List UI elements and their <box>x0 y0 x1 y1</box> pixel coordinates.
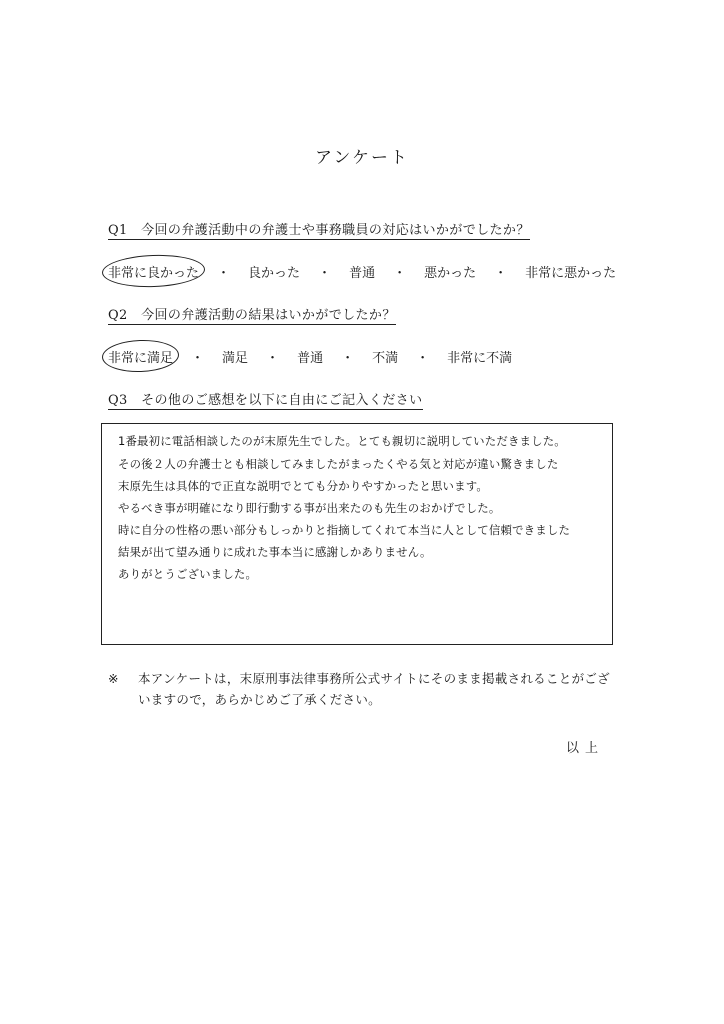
q1-separator: ・ <box>318 266 332 281</box>
closing-text: 以上 <box>566 741 605 756</box>
q2-option-satisfied[interactable]: 満足 <box>222 351 249 366</box>
q1-option-good[interactable]: 良かった <box>248 266 301 281</box>
q1-option-very-bad[interactable]: 非常に悪かった <box>525 266 617 281</box>
answer-line: やるべき事が明確になり即行動する事が出来たのも先生のおかげでした。 <box>118 501 501 515</box>
q1-option-bad[interactable]: 悪かった <box>424 266 477 281</box>
q2-separator: ・ <box>416 351 430 366</box>
answer-line: ありがとうございました。 <box>118 567 258 581</box>
q2-option-very-satisfied[interactable]: 非常に満足 <box>108 347 173 366</box>
note-mark: ※ <box>108 671 119 686</box>
disclaimer-note <box>108 668 618 710</box>
answer-line: 時に自分の性格の悪い部分もしっかりと指摘してくれて本当に人として信頼できました <box>118 523 571 537</box>
q1-heading: Q1 今回の弁護活動中の弁護士や事務職員の対応はいかがでしたか？ <box>108 219 530 240</box>
q1-separator: ・ <box>393 266 407 281</box>
survey-title: アンケート <box>315 148 409 168</box>
q2-separator: ・ <box>191 351 205 366</box>
q1-options <box>108 262 616 281</box>
answer-line: 末原先生は具体的で正直な説明でとても分かりやすかったと思います。 <box>118 479 488 493</box>
q1-option-very-good[interactable]: 非常に良かった <box>108 262 199 281</box>
answer-line: 1番最初に電話相談したのが末原先生でした。とても親切に説明していただきました。 <box>118 434 566 448</box>
q2-option-dissatisfied[interactable]: 不満 <box>372 351 399 366</box>
q1-separator: ・ <box>494 266 508 281</box>
q1-separator: ・ <box>217 266 231 281</box>
answer-line: 結果が出て望み通りに成れた事本当に感謝しかありません。 <box>118 545 432 559</box>
q2-heading: Q2 今回の弁護活動の結果はいかがでしたか？ <box>108 304 396 325</box>
q2-option-normal[interactable]: 普通 <box>297 351 324 366</box>
answer-line: その後２人の弁護士とも相談してみましたがまったくやる気と対応が違い驚きました <box>118 457 559 471</box>
note-text: 本アンケートは，末原刑事法律事務所公式サイトにそのまま掲載されることがございますので，あらかじめご了承ください。 <box>138 671 610 707</box>
q3-answer-box[interactable] <box>101 423 613 645</box>
q3-heading: Q3 その他のご感想を以下に自由にご記入ください <box>108 389 423 410</box>
q2-separator: ・ <box>341 351 355 366</box>
q2-option-very-dissatisfied[interactable]: 非常に不満 <box>447 351 513 366</box>
q1-option-normal[interactable]: 普通 <box>349 266 376 281</box>
q2-options <box>108 347 512 366</box>
q2-separator: ・ <box>266 351 280 366</box>
